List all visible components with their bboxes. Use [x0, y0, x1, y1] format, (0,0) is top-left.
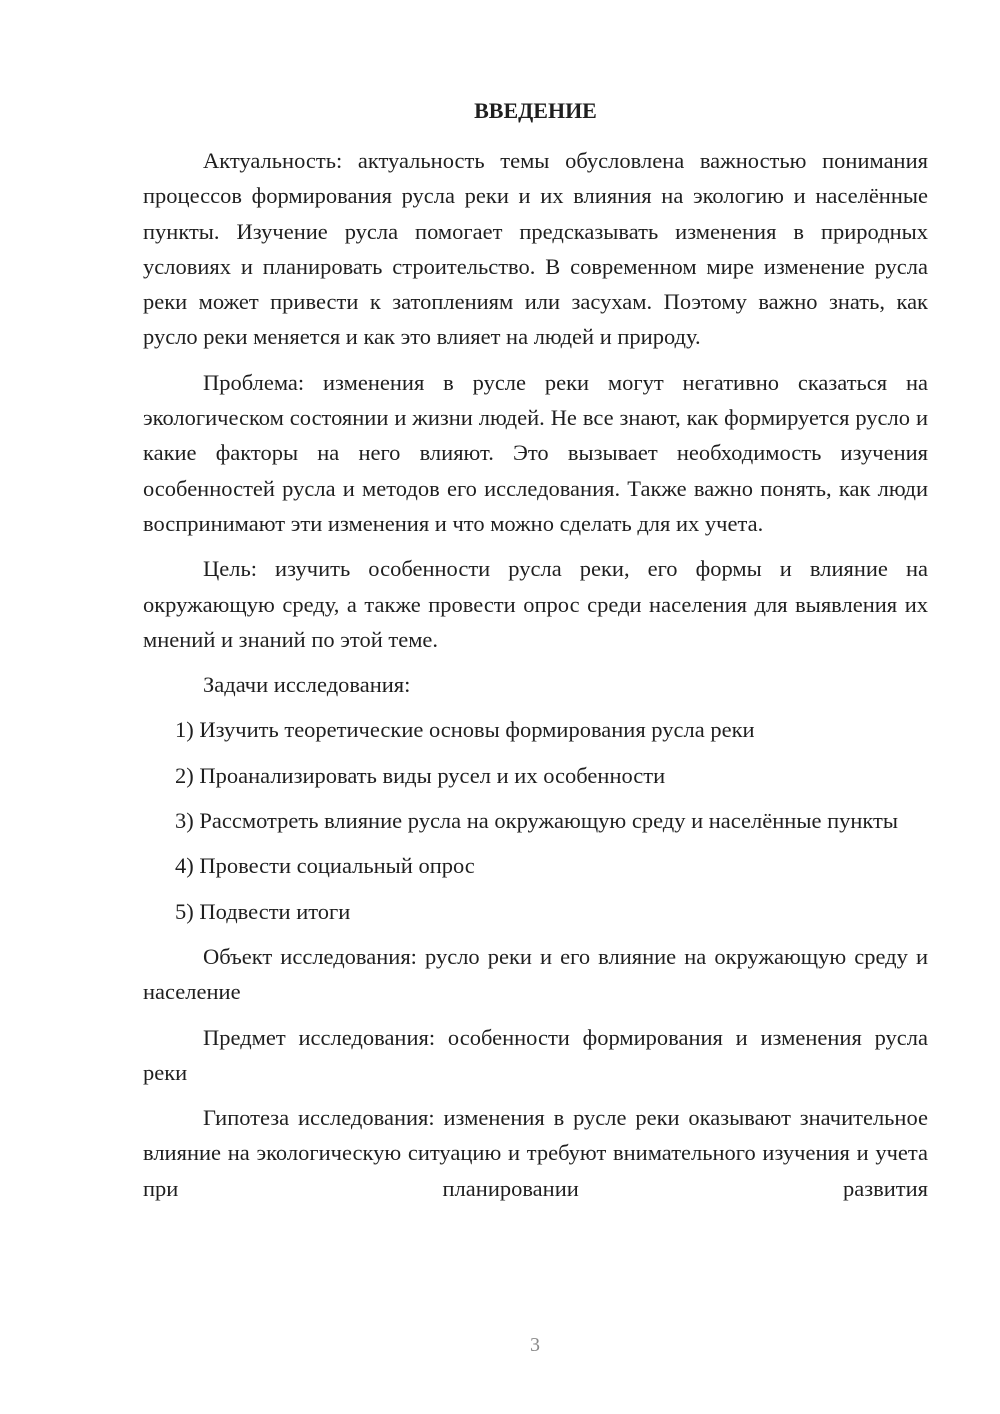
- goal-paragraph: Цель: изучить особенности русла реки, его формы и влияние на окружающую среду, а также провести опрос среди населения для выявления их мнений и знаний по этой теме.: [143, 556, 928, 652]
- subject-paragraph: Предмет исследования: особенности формирования и изменения русла реки: [143, 1024, 928, 1085]
- relevance-paragraph: Актуальность: актуальность темы обусловлена важностью понимания процессов формирования русла реки и их влияния на экологию и населённые пункты. Изучение русла помогает предсказывать изменения в природных условиях и планировать строительство. В современном мире изменение русла реки может привести к затоплениям или засухам. Поэтому важно знать, как русло реки меняется и как это влияет на людей и природу.: [143, 148, 928, 350]
- document-body: [143, 143, 928, 1206]
- page-number: 3: [530, 1334, 540, 1356]
- tasks-heading: Задачи исследования:: [203, 672, 411, 698]
- task-item: 3) Рассмотреть влияние русла на окружающую среду и населённые пункты: [175, 808, 898, 834]
- problem-paragraph: Проблема: изменения в русле реки могут негативно сказаться на экологическом состоянии и жизни людей. Не все знают, как формируется русло и какие факторы на него влияют. Это вызывает необходимость изучения особенностей русла и методов его исследования. Также важно понять, как люди воспринимают эти изменения и что можно сделать для их учета.: [143, 369, 928, 536]
- task-item: 4) Провести социальный опрос: [175, 853, 475, 879]
- task-item: 5) Подвести итоги: [175, 898, 351, 924]
- object-paragraph: Объект исследования: русло реки и его влияние на окружающую среду и население: [143, 943, 928, 1005]
- hypothesis-paragraph: Гипотеза исследования: изменения в русле реки оказывают значительное влияние на экологическую ситуацию и требуют внимательного изучения и учета при планировании развития: [143, 1105, 928, 1201]
- task-item: 2) Проанализировать виды русел и их особенности: [175, 762, 666, 788]
- page-title: ВВЕДЕНИЕ: [474, 98, 597, 123]
- task-item: 1) Изучить теоретические основы формирования русла реки: [175, 717, 755, 743]
